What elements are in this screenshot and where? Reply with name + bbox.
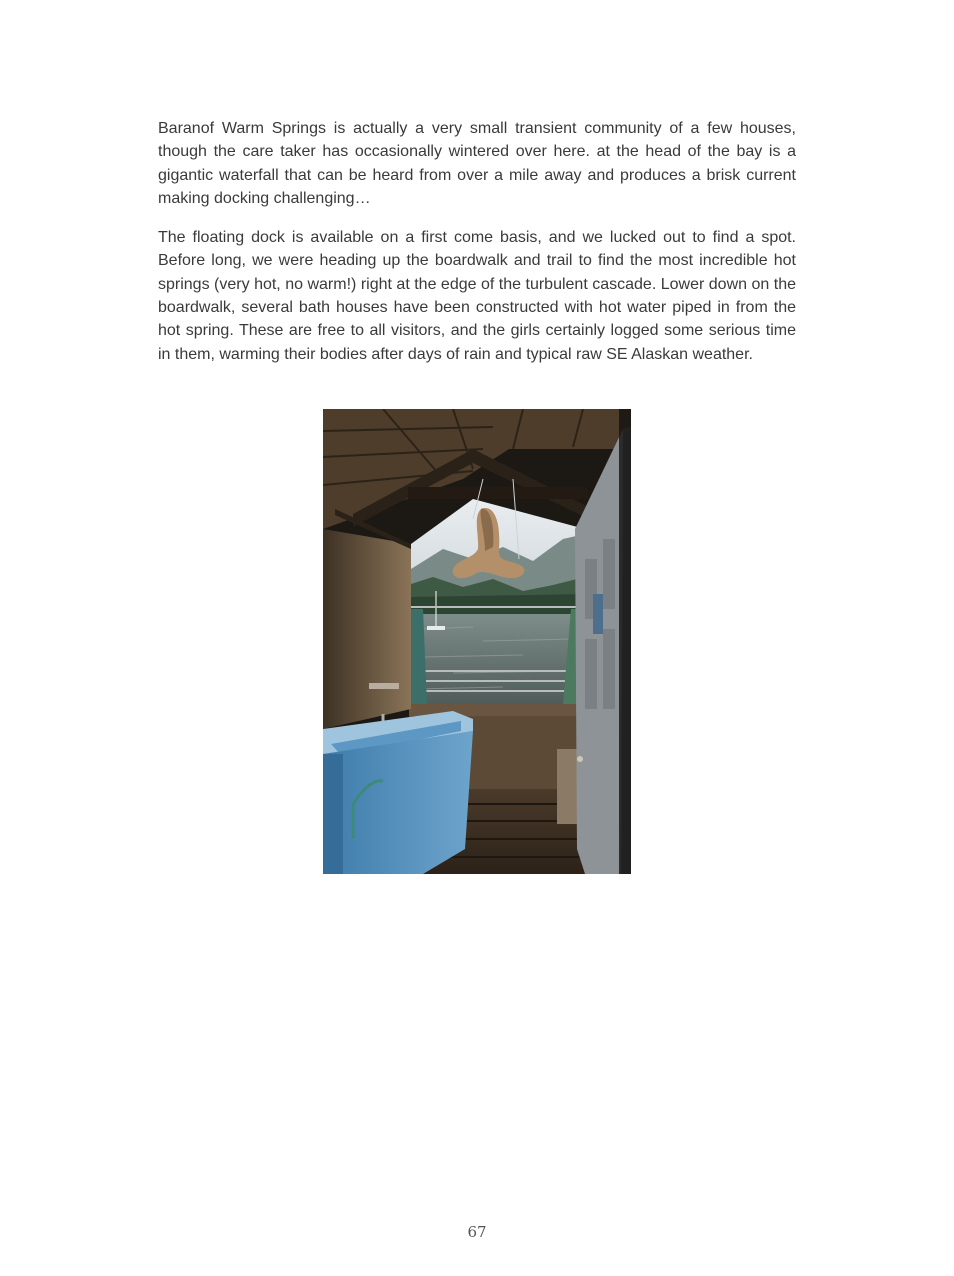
page-number: 67 (467, 1223, 487, 1241)
bathtub (323, 711, 473, 874)
bathhouse-photo (323, 409, 631, 874)
body-text (158, 117, 796, 382)
paragraph-2: The floating dock is available on a first come basis, and we lucked out to find a spot. Before long, we were heading up the boardwalk and trail to find the most incredible hot springs (very hot, no warm!) right at the edge of the turbulent cascade. Lower down on the boardwalk, several bath houses have been constructed with hot water piped in from the hot spring. These are free to all visitors, and the girls certainly logged some serious time in them, warming their bodies after days of rain and typical raw SE Alaskan weather. (158, 229, 796, 363)
paragraph-1: Baranof Warm Springs is actually a very small transient community of a few houses, though the care taker has occasionally wintered over here. at the head of the bay is a gigantic waterfall that can be heard from over a mile away and produces a brisk current making docking challenging… (158, 120, 796, 207)
